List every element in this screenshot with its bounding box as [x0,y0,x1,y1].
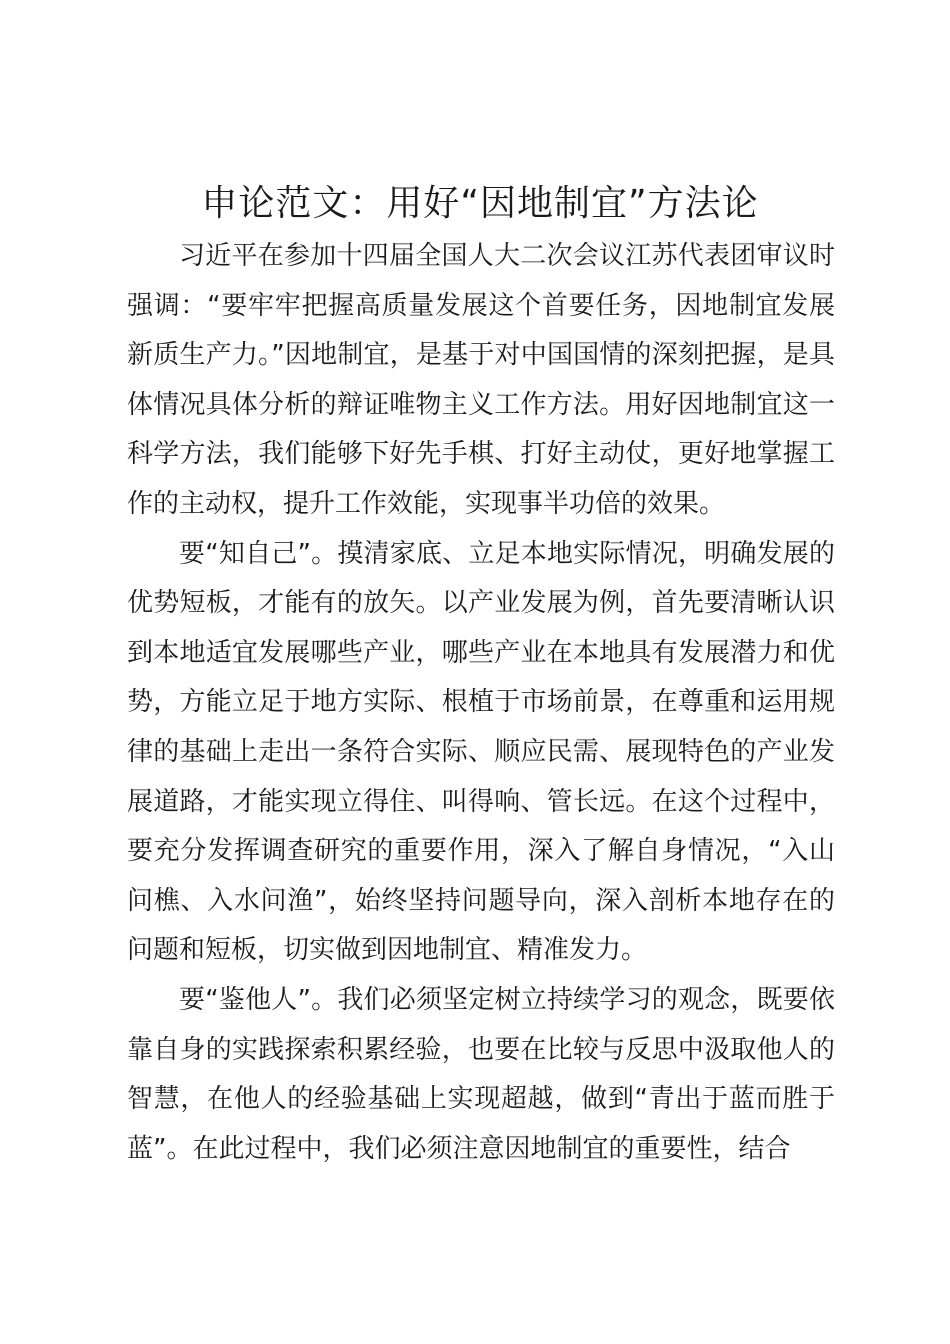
document-body [127,232,835,1174]
paragraph-learn-from-others: 要“鉴他人”。我们必须坚定树立持续学习的观念，既要依靠自身的实践探索积累经验，也要在比较与反思中汲取他人的智慧，在他人的经验基础上实现超越，做到“青出于蓝而胜于蓝”。在此过程中，我们必须注意因地制宜的重要性，结合 [127,984,835,1164]
paragraph-intro: 习近平在参加十四届全国人大二次会议江苏代表团审议时强调：“要牢牢把握高质量发展这个首要任务，因地制宜发展新质生产力。”因地制宜，是基于对中国国情的深刻把握，是具体情况具体分析的辩证唯物主义工作方法。用好因地制宜这一科学方法，我们能够下好先手棋、打好主动仗，更好地掌握工作的主动权，提升工作效能，实现事半功倍的效果。 [127,241,835,519]
document-title: 申论范文：用好“因地制宜”方法论 [201,183,759,224]
paragraph-know-yourself: 要“知自己”。摸清家底、立足本地实际情况，明确发展的优势短板，才能有的放矢。以产业发展为例，首先要清晰认识到本地适宜发展哪些产业，哪些产业在本地具有发展潜力和优势，方能立足于地方实际、根植于市场前景，在尊重和运用规律的基础上走出一条符合实际、顺应民需、展现特色的产业发展道路，才能实现立得住、叫得响、管长远。在这个过程中，要充分发挥调查研究的重要作用，深入了解自身情况，“入山问樵、入水问渔”，始终坚持问题导向，深入剖析本地存在的问题和短板，切实做到因地制宜、精准发力。 [127,538,835,966]
